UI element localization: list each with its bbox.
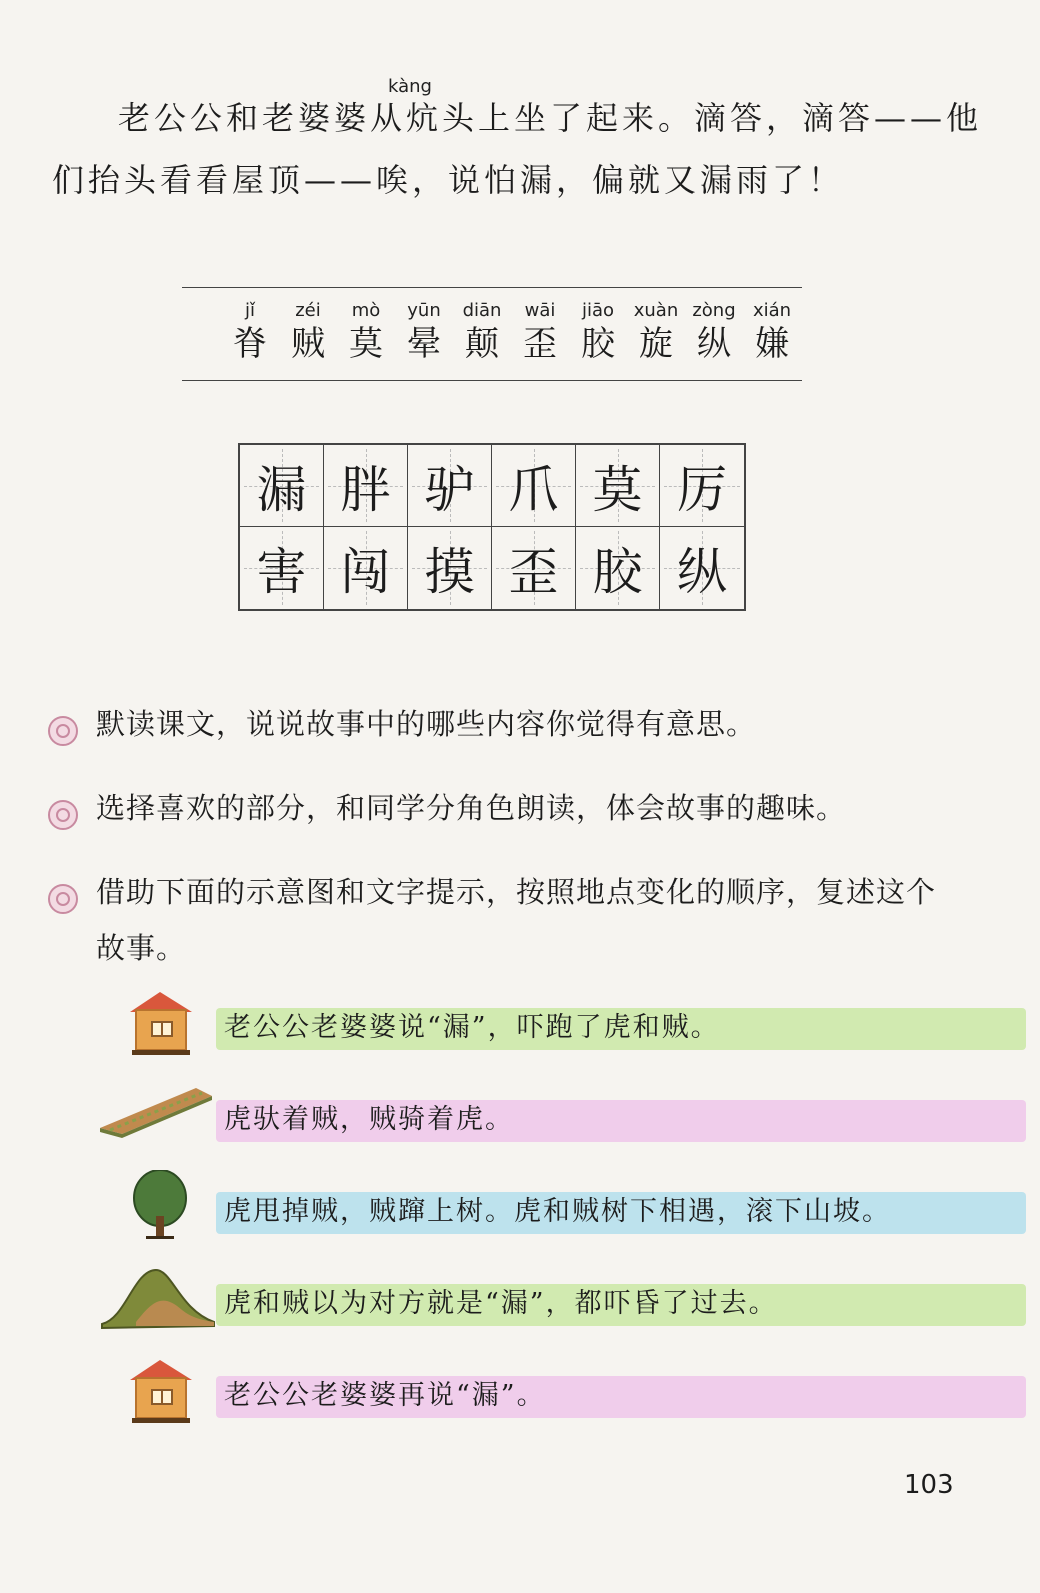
- vocab-pinyin: zòng: [692, 300, 736, 321]
- vocab-pinyin: jiāo: [581, 300, 615, 321]
- grid-cell: [492, 527, 576, 609]
- question-3: [48, 876, 936, 976]
- vocab-item: [574, 298, 622, 364]
- road-icon: [96, 1078, 216, 1158]
- vocab-pinyin: yūn: [407, 300, 441, 321]
- grid-character: 莫: [592, 460, 643, 519]
- vocab-pinyin: xuàn: [633, 300, 679, 321]
- passage-line-1: 老公公和老婆婆从炕头上坐了起来。滴答，滴答——他: [118, 99, 983, 137]
- house-icon: [96, 1354, 216, 1434]
- grid-cell: [240, 445, 324, 527]
- question-1: [48, 708, 756, 752]
- grid-cell: [408, 445, 492, 527]
- grid-character: 驴: [424, 460, 475, 519]
- grid-cell: [660, 445, 744, 527]
- grid-character: 爪: [508, 460, 559, 519]
- vocab-character: 胶: [581, 324, 615, 364]
- grid-cell: [324, 527, 408, 609]
- vocab-character: 脊: [233, 324, 267, 364]
- grid-cell: [324, 445, 408, 527]
- question-marker-icon: [48, 884, 78, 914]
- vocab-pinyin: zéi: [295, 300, 321, 321]
- question-marker-icon: [48, 716, 78, 746]
- vocab-item: [748, 298, 796, 364]
- vocab-character: 旋: [639, 324, 673, 364]
- grid-cell: [660, 527, 744, 609]
- writing-grid: [238, 443, 746, 611]
- grid-character: 漏: [256, 460, 307, 519]
- grid-cell: [576, 527, 660, 609]
- vocab-character: 嫌: [755, 324, 789, 364]
- vocab-character: 歪: [523, 324, 557, 364]
- story-step-1: [96, 986, 936, 1066]
- vocab-character: 晕: [407, 324, 441, 364]
- vocab-pinyin: xián: [752, 300, 792, 321]
- grid-character: 闯: [340, 543, 391, 601]
- house-icon: [96, 986, 216, 1066]
- vocab-character: 贼: [291, 324, 325, 364]
- grid-cell: [492, 445, 576, 527]
- pinyin-annotation: kàng: [388, 76, 432, 97]
- grid-character: 胖: [340, 460, 391, 519]
- grid-character: 害: [256, 543, 307, 601]
- vocab-item: [632, 298, 680, 364]
- vocab-item: [458, 298, 506, 364]
- vocab-item: [284, 298, 332, 364]
- page-number: 103: [904, 1470, 954, 1500]
- vocab-item: [690, 298, 738, 364]
- story-step-3: [96, 1170, 936, 1250]
- vocab-bottom-rule: [182, 380, 802, 381]
- step-text: 虎和贼以为对方就是“漏”，都吓昏了过去。: [224, 1288, 778, 1319]
- passage-line-2: 们抬头看看屋顶——唉，说怕漏，偏就又漏雨了！: [52, 161, 845, 199]
- vocab-pinyin: diān: [462, 300, 502, 321]
- grid-character: 歪: [508, 543, 559, 601]
- vocab-item: [226, 298, 274, 364]
- grid-character: 厉: [677, 460, 727, 519]
- story-step-2: [96, 1078, 936, 1158]
- story-step-4: [96, 1262, 936, 1342]
- step-text: 老公公老婆婆说“漏”，吓跑了虎和贼。: [224, 1012, 720, 1043]
- vocab-character: 纵: [697, 324, 731, 364]
- story-step-5: [96, 1354, 936, 1434]
- vocab-character: 莫: [349, 324, 383, 364]
- vocab-item: [342, 298, 390, 364]
- grid-character: 摸: [424, 543, 475, 601]
- grid-character: 纵: [677, 543, 727, 601]
- vocab-top-rule: [182, 287, 802, 288]
- vocab-pinyin: wāi: [524, 300, 556, 321]
- step-text: 虎驮着贼，贼骑着虎。: [224, 1104, 514, 1135]
- grid-cell: [408, 527, 492, 609]
- hill-icon: [96, 1262, 216, 1342]
- grid-cell: [576, 445, 660, 527]
- step-text: 老公公老婆婆再说“漏”。: [224, 1380, 546, 1411]
- vocab-list: [226, 298, 796, 364]
- question-text: 借助下面的示意图和文字提示，按照地点变化的顺序，复述这个 故事。: [96, 875, 937, 965]
- grid-cell: [240, 527, 324, 609]
- question-2: [48, 792, 846, 836]
- vocab-item: [516, 298, 564, 364]
- vocab-character: 颠: [465, 324, 499, 364]
- vocab-pinyin: jǐ: [244, 300, 255, 321]
- step-text: 虎甩掉贼，贼蹿上树。虎和贼树下相遇，滚下山坡。: [224, 1196, 891, 1227]
- tree-icon: [96, 1170, 216, 1250]
- question-text: 默读课文，说说故事中的哪些内容你觉得有意思。: [96, 707, 757, 741]
- question-marker-icon: [48, 800, 78, 830]
- question-text: 选择喜欢的部分，和同学分角色朗读，体会故事的趣味。: [96, 791, 847, 825]
- grid-character: 胶: [592, 543, 643, 601]
- vocab-pinyin: mò: [351, 300, 381, 321]
- vocab-item: [400, 298, 448, 364]
